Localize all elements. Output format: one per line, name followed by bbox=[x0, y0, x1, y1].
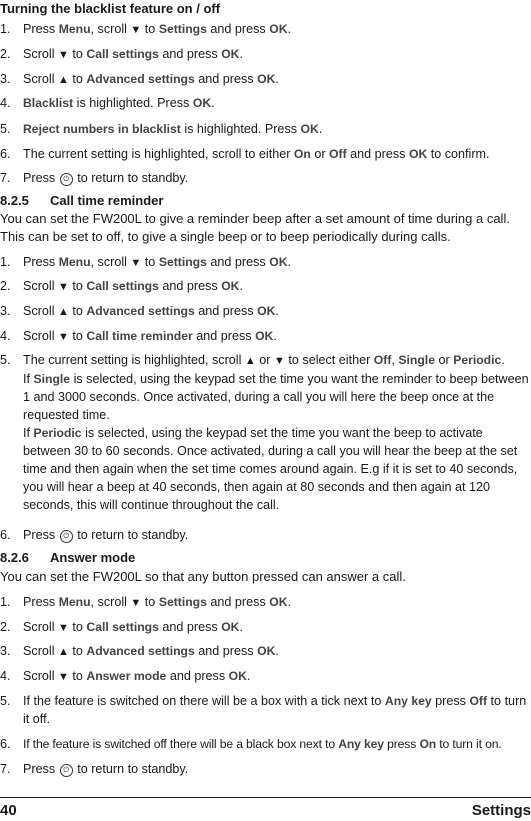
list-item: 7. Press ⏻ to return to standby. bbox=[0, 171, 189, 185]
triangle-down-icon: ▼ bbox=[58, 622, 69, 634]
triangle-down-icon: ▼ bbox=[274, 355, 285, 367]
end-call-button-icon: ⏻ bbox=[60, 530, 73, 543]
list-item: 5. Reject numbers in blacklist is highlighted. Press OK. bbox=[0, 122, 323, 136]
triangle-down-icon: ▼ bbox=[130, 597, 142, 609]
triangle-down-icon: ▼ bbox=[58, 49, 69, 61]
list-item: 3. Scroll ▲ to Advanced settings and press OK. bbox=[0, 304, 279, 318]
list-item: 2. Scroll ▼ to Call settings and press OK. bbox=[0, 279, 243, 293]
list-item: 5. The current setting is highlighted, scroll ▲ or ▼ to select either Off, Single or Periodic. If Single is selected, using the keypad set the time you want the reminder to beep between 1 and 3000 seconds. Once activated, during a call you will here the beep once at the requested time. If Periodic is selected, using the keypad set the time you want the beep to activate between 30 to 60 seconds. Once activated, during a call you will hear the beep at the set time and then again when the set time comes around again. E.g if it is set to 40 seconds, you will hear a beep at 40 seconds, then again at 80 seconds and then again at 120 seconds, this will continue throughout the call. bbox=[0, 353, 529, 512]
list-item: 3. Scroll ▲ to Advanced settings and press OK. bbox=[0, 72, 279, 86]
triangle-down-icon: ▼ bbox=[130, 24, 142, 36]
triangle-up-icon: ▲ bbox=[58, 646, 69, 658]
footer-section: Settings bbox=[471, 802, 531, 819]
section-heading: 8.2.5 Call time reminder bbox=[0, 193, 164, 208]
end-call-button-icon: ⏻ bbox=[60, 173, 73, 186]
list-item: 2. Scroll ▼ to Call settings and press OK. bbox=[0, 620, 243, 634]
section-heading: 8.2.6 Answer mode bbox=[0, 550, 136, 565]
blacklist-heading: Turning the blacklist feature on / off bbox=[0, 1, 221, 16]
list-item: 6. If the feature is switched off there will be a black box next to Any key press On to turn it on. bbox=[0, 737, 502, 751]
list-item: 6. The current setting is highlighted, scroll to either On or Off and press OK to confirm. bbox=[0, 147, 490, 161]
triangle-up-icon: ▲ bbox=[58, 306, 69, 318]
triangle-down-icon: ▼ bbox=[130, 257, 142, 269]
triangle-up-icon: ▲ bbox=[244, 355, 256, 367]
section-intro: You can set the FW200L so that any button pressed can answer a call. bbox=[0, 569, 406, 584]
list-item: 1. Press Menu, scroll ▼ to Settings and press OK. bbox=[0, 22, 291, 36]
list-item: 4. Blacklist is highlighted. Press OK. bbox=[0, 96, 215, 110]
triangle-down-icon: ▼ bbox=[58, 671, 69, 683]
list-item: 3. Scroll ▲ to Advanced settings and press OK. bbox=[0, 644, 279, 658]
triangle-down-icon: ▼ bbox=[58, 281, 69, 293]
list-item: 5. If the feature is switched on there will be a box with a tick next to Any key press Off to turn it off. bbox=[0, 694, 527, 726]
list-item: 4. Scroll ▼ to Call time reminder and press OK. bbox=[0, 329, 277, 343]
list-item: 4. Scroll ▼ to Answer mode and press OK. bbox=[0, 669, 251, 683]
triangle-up-icon: ▲ bbox=[58, 74, 69, 86]
list-item: 1. Press Menu, scroll ▼ to Settings and press OK. bbox=[0, 255, 291, 269]
list-item: 7. Press ⏻ to return to standby. bbox=[0, 762, 189, 776]
list-item: 1. Press Menu, scroll ▼ to Settings and press OK. bbox=[0, 595, 291, 609]
footer-divider bbox=[0, 797, 531, 798]
section-intro: You can set the FW200L to give a reminder beep after a set amount of time during a call. This can be set to off, to give a single beep or to beep periodically during calls. bbox=[0, 211, 510, 244]
triangle-down-icon: ▼ bbox=[58, 331, 69, 343]
list-item: 6. Press ⏻ to return to standby. bbox=[0, 528, 189, 542]
page-number: 40 bbox=[0, 802, 17, 819]
end-call-button-icon: ⏻ bbox=[60, 764, 73, 777]
list-item: 2. Scroll ▼ to Call settings and press OK. bbox=[0, 47, 243, 61]
